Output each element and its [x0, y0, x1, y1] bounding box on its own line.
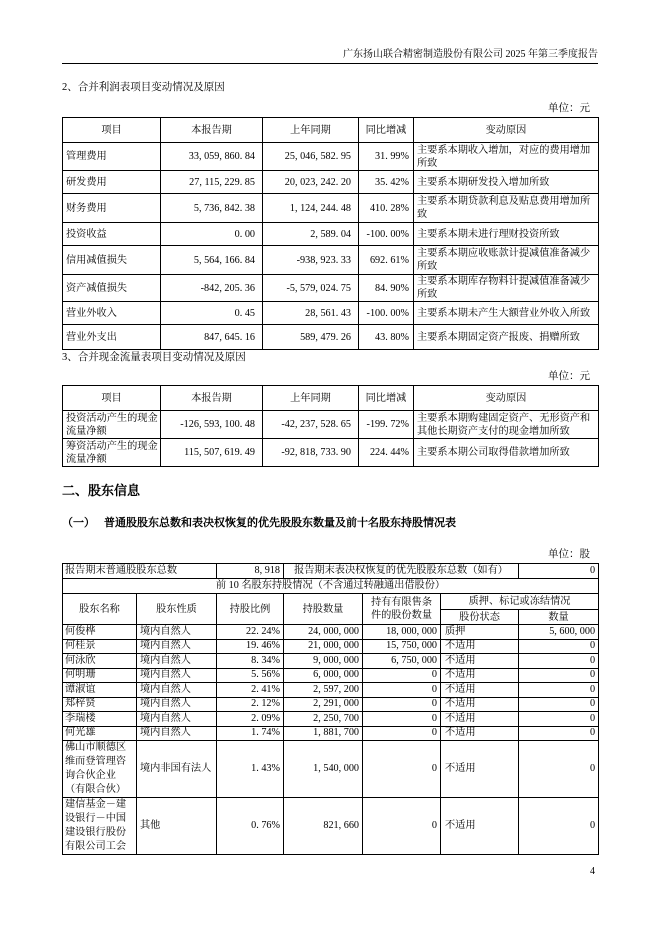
table-row: [63, 697, 599, 712]
cell-nature: 境内自然人: [137, 726, 217, 741]
cell-pledge-qty: 0: [519, 697, 599, 712]
common-holders-label: 报告期末普通股股东总数: [63, 564, 217, 579]
cell-restricted: 0: [363, 741, 441, 798]
cell-item: 财务费用: [63, 194, 161, 223]
col-header-reason: 变动原因: [414, 386, 599, 411]
table-row: [63, 741, 599, 798]
table-row: [63, 223, 599, 246]
col-header-current: 本报告期: [161, 118, 263, 143]
cell-prior: 28, 561. 43: [263, 302, 359, 325]
table-row: [63, 143, 599, 171]
cell-pledge-qty: 0: [519, 639, 599, 654]
cashflow-unit-label: 单位：元: [548, 371, 590, 382]
cell-name: 何俊桦: [63, 625, 137, 640]
preferred-holders-label: 报告期末表决权恢复的优先股股东总数（如有）: [284, 564, 519, 579]
cell-pledge-status: 不适用: [441, 726, 519, 741]
cell-pledge-qty: 0: [519, 712, 599, 727]
cell-item: 营业外支出: [63, 325, 161, 350]
cell-ratio: 2. 09%: [217, 712, 284, 727]
income-change-table: [62, 117, 599, 350]
cell-shares: 1, 540, 000: [284, 741, 363, 798]
cell-pledge-status: 不适用: [441, 712, 519, 727]
cell-restricted: 0: [363, 798, 441, 855]
table-row: [63, 246, 599, 275]
cell-ratio: 0. 76%: [217, 798, 284, 855]
income-unit-label: 单位：元: [548, 103, 590, 114]
table-row: [63, 683, 599, 698]
cell-pledge-status: 不适用: [441, 668, 519, 683]
shareholder-section-heading: 二、股东信息: [62, 483, 141, 498]
cell-ratio: 8. 34%: [217, 654, 284, 669]
cell-pledge-status: 质押: [441, 625, 519, 640]
cell-nature: 境内自然人: [137, 668, 217, 683]
cell-nature: 境内自然人: [137, 654, 217, 669]
table-row: [63, 798, 599, 855]
cell-restricted: 0: [363, 726, 441, 741]
col-header-pledge-status: 股份状态: [441, 610, 519, 625]
cell-restricted: 6, 750, 000: [363, 654, 441, 669]
table-row: [63, 325, 599, 350]
table-row: [63, 668, 599, 683]
shareholder-unit-label: 单位：股: [548, 549, 590, 560]
cell-ratio: 5. 56%: [217, 668, 284, 683]
col-header-item: 项目: [63, 386, 161, 411]
top10-shareholder-table: [62, 563, 599, 855]
cell-restricted: 0: [363, 712, 441, 727]
cell-change: -199. 72%: [359, 411, 414, 439]
cell-change: 692. 61%: [359, 246, 414, 275]
cell-change: -100. 00%: [359, 223, 414, 246]
cell-nature: 境内自然人: [137, 712, 217, 727]
cell-nature: 境内自然人: [137, 683, 217, 698]
cell-reason: 主要系本期贷款利息及贴息费用增加所致: [414, 194, 599, 223]
cell-reason: 主要系本期购建固定资产、无形资产和其他长期资产支付的现金增加所致: [414, 411, 599, 439]
subheading-number: （一）: [62, 517, 95, 529]
col-header-prior: 上年同期: [263, 386, 359, 411]
cell-reason: 主要系本期库存物料计提减值准备减少所致: [414, 275, 599, 302]
cell-ratio: 1. 74%: [217, 726, 284, 741]
cell-pledge-qty: 0: [519, 726, 599, 741]
cell-reason: 主要系本期收入增加，对应的费用增加所致: [414, 143, 599, 171]
table-row: [63, 625, 599, 640]
table-header-row: [63, 594, 599, 610]
cell-shares: 24, 000, 000: [284, 625, 363, 640]
cell-nature: 其他: [137, 798, 217, 855]
cell-restricted: 0: [363, 697, 441, 712]
col-header-reason: 变动原因: [414, 118, 599, 143]
table-header-row: [63, 118, 599, 143]
cell-current: 5, 564, 166. 84: [161, 246, 263, 275]
income-section-title: 2、合并利润表项目变动情况及原因: [62, 82, 225, 93]
table-header-row: [63, 386, 599, 411]
col-header-pledge-qty: 数量: [519, 610, 599, 625]
col-header-name: 股东名称: [63, 594, 137, 625]
cell-prior: 2, 589. 04: [263, 223, 359, 246]
cell-reason: 主要系本期固定资产报废、捐赠所致: [414, 325, 599, 350]
cell-change: 224. 44%: [359, 439, 414, 467]
col-header-change: 同比增减: [359, 386, 414, 411]
cell-prior: 589, 479. 26: [263, 325, 359, 350]
cell-current: -842, 205. 36: [161, 275, 263, 302]
cell-change: 410. 28%: [359, 194, 414, 223]
cell-prior: -92, 818, 733. 90: [263, 439, 359, 467]
cell-restricted: 18, 000, 000: [363, 625, 441, 640]
shareholder-subheading: [62, 516, 456, 530]
cell-item: 研发费用: [63, 171, 161, 194]
cell-name: 何桂景: [63, 639, 137, 654]
table-row: [63, 654, 599, 669]
cell-pledge-qty: 0: [519, 741, 599, 798]
report-header-title: 广东扬山联合精密制造股份有限公司 2025 年第三季度报告: [343, 49, 598, 60]
cell-name: 佛山市顺德区维而登管理咨询合伙企业（有限合伙）: [63, 741, 137, 798]
cell-prior: -42, 237, 528. 65: [263, 411, 359, 439]
cell-change: 84. 90%: [359, 275, 414, 302]
col-header-pledge-group: 质押、标记或冻结情况: [441, 594, 599, 610]
cell-reason: 主要系本期应收账款计提减值准备减少所致: [414, 246, 599, 275]
cell-current: 847, 645. 16: [161, 325, 263, 350]
page-number: 4: [590, 866, 595, 877]
common-holders-value: 8, 918: [217, 564, 284, 579]
cell-reason: 主要系本期未产生大额营业外收入所致: [414, 302, 599, 325]
cell-item: 营业外收入: [63, 302, 161, 325]
cell-name: 何光雄: [63, 726, 137, 741]
col-header-ratio: 持股比例: [217, 594, 284, 625]
cell-current: -126, 593, 100. 48: [161, 411, 263, 439]
cell-current: 27, 115, 229. 85: [161, 171, 263, 194]
table-row: [63, 302, 599, 325]
top10-title: 前 10 名股东持股情况（不含通过转融通出借股份）: [63, 579, 599, 594]
cell-name: 何泳欣: [63, 654, 137, 669]
cell-ratio: 2. 41%: [217, 683, 284, 698]
cell-name: 何明珊: [63, 668, 137, 683]
cell-change: 35. 42%: [359, 171, 414, 194]
col-header-shares: 持股数量: [284, 594, 363, 625]
cell-shares: 2, 250, 700: [284, 712, 363, 727]
col-header-item: 项目: [63, 118, 161, 143]
col-header-prior: 上年同期: [263, 118, 359, 143]
cell-ratio: 1. 43%: [217, 741, 284, 798]
cell-pledge-status: 不适用: [441, 798, 519, 855]
cell-change: -100. 00%: [359, 302, 414, 325]
cell-prior: -938, 923. 33: [263, 246, 359, 275]
cell-shares: 2, 597, 200: [284, 683, 363, 698]
cell-name: 谭淑谊: [63, 683, 137, 698]
header-divider: [62, 63, 598, 64]
cell-pledge-status: 不适用: [441, 697, 519, 712]
col-header-change: 同比增减: [359, 118, 414, 143]
cell-nature: 境内自然人: [137, 625, 217, 640]
cell-item: 筹资活动产生的现金流量净额: [63, 439, 161, 467]
preferred-holders-value: 0: [519, 564, 599, 579]
top10-title-row: [63, 579, 599, 594]
cell-item: 管理费用: [63, 143, 161, 171]
cell-current: 0. 45: [161, 302, 263, 325]
col-header-restricted: 持有有限售条件的股份数量: [363, 594, 441, 625]
table-row: [63, 726, 599, 741]
cell-nature: 境内非国有法人: [137, 741, 217, 798]
cashflow-section-title: 3、合并现金流量表项目变动情况及原因: [62, 352, 246, 363]
cell-prior: 20, 023, 242. 20: [263, 171, 359, 194]
cell-pledge-qty: 5, 600, 000: [519, 625, 599, 640]
cell-shares: 2, 291, 000: [284, 697, 363, 712]
cell-reason: 主要系本期未进行理财投资所致: [414, 223, 599, 246]
cell-current: 5, 736, 842. 38: [161, 194, 263, 223]
cell-name: 李瑞楼: [63, 712, 137, 727]
table-row: [63, 439, 599, 467]
cashflow-change-table: [62, 385, 599, 467]
cell-prior: 25, 046, 582. 95: [263, 143, 359, 171]
cell-shares: 9, 000, 000: [284, 654, 363, 669]
cell-nature: 境内自然人: [137, 697, 217, 712]
table-row: [63, 171, 599, 194]
cell-name: 郑梓贤: [63, 697, 137, 712]
summary-row: [63, 564, 599, 579]
cell-pledge-qty: 0: [519, 683, 599, 698]
cell-item: 信用减值损失: [63, 246, 161, 275]
cell-reason: 主要系本期研发投入增加所致: [414, 171, 599, 194]
cell-pledge-status: 不适用: [441, 683, 519, 698]
cell-nature: 境内自然人: [137, 639, 217, 654]
cell-shares: 821, 660: [284, 798, 363, 855]
cell-prior: 1, 124, 244. 48: [263, 194, 359, 223]
cell-restricted: 0: [363, 668, 441, 683]
cell-current: 0. 00: [161, 223, 263, 246]
cell-pledge-qty: 0: [519, 654, 599, 669]
cell-item: 投资收益: [63, 223, 161, 246]
cell-ratio: 19. 46%: [217, 639, 284, 654]
cell-pledge-qty: 0: [519, 668, 599, 683]
col-header-current: 本报告期: [161, 386, 263, 411]
cell-item: 投资活动产生的现金流量净额: [63, 411, 161, 439]
cell-shares: 21, 000, 000: [284, 639, 363, 654]
table-row: [63, 411, 599, 439]
subheading-text: 普通股股东总数和表决权恢复的优先股股东数量及前十名股东持股情况表: [104, 517, 456, 529]
cell-reason: 主要系本期公司取得借款增加所致: [414, 439, 599, 467]
table-row: [63, 275, 599, 302]
cell-ratio: 2. 12%: [217, 697, 284, 712]
cell-pledge-status: 不适用: [441, 741, 519, 798]
table-row: [63, 712, 599, 727]
cell-name: 建信基金－建设银行－中国建设银行股份有限公司工会: [63, 798, 137, 855]
cell-ratio: 22. 24%: [217, 625, 284, 640]
cell-pledge-status: 不适用: [441, 639, 519, 654]
cell-change: 43. 80%: [359, 325, 414, 350]
cell-shares: 1, 881, 700: [284, 726, 363, 741]
cell-pledge-status: 不适用: [441, 654, 519, 669]
col-header-nature: 股东性质: [137, 594, 217, 625]
cell-pledge-qty: 0: [519, 798, 599, 855]
cell-current: 115, 507, 619. 49: [161, 439, 263, 467]
cell-restricted: 15, 750, 000: [363, 639, 441, 654]
cell-shares: 6, 000, 000: [284, 668, 363, 683]
cell-change: 31. 99%: [359, 143, 414, 171]
cell-item: 资产减值损失: [63, 275, 161, 302]
cell-prior: -5, 579, 024. 75: [263, 275, 359, 302]
cell-current: 33, 059, 860. 84: [161, 143, 263, 171]
table-row: [63, 194, 599, 223]
cell-restricted: 0: [363, 683, 441, 698]
table-row: [63, 639, 599, 654]
